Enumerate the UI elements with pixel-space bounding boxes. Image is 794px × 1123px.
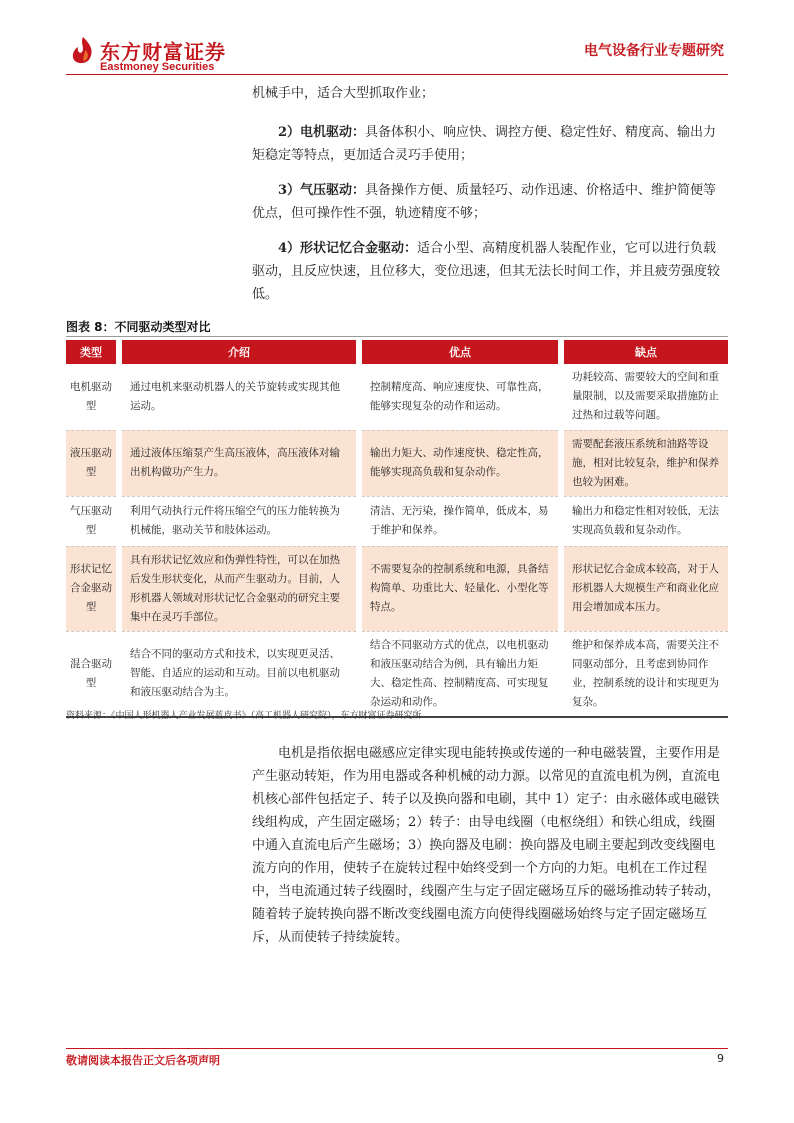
- table-row: [66, 496, 728, 546]
- logo-chinese-name: 东方财富证券: [100, 40, 226, 64]
- column-header: 优点: [362, 340, 558, 364]
- paragraph-body: 适合小型、高精度机器人装配作业，它可以进行负载驱动，且反应快速，且位移大，变位迅速，但其无法长时间工作，并且疲劳强度较低。: [252, 241, 721, 302]
- type-cell: 液压驱动型: [66, 430, 116, 496]
- cons-cell: 形状记忆合金成本较高，对于人形机器人大规模生产和商业化应用会增加成本压力。: [564, 546, 728, 631]
- table-row: [66, 631, 728, 717]
- paragraph-sma-drive: [252, 237, 726, 306]
- intro-cell: 通过液体压缩泵产生高压液体，高压液体对输出机构做功产生力。: [122, 430, 356, 496]
- pros-cell: 结合不同驱动方式的优点，以电机驱动和液压驱动结合为例，具有输出力矩大、稳定性高、控制精度高、可实现复杂运动和动作。: [362, 631, 558, 717]
- type-cell: 形状记忆合金驱动型: [66, 546, 116, 631]
- pros-cell: 清洁、无污染，操作简单，低成本，易于维护和保养。: [362, 496, 558, 546]
- pros-cell: 输出力矩大、动作速度快、稳定性高，能够实现高负载和复杂动作。: [362, 430, 558, 496]
- intro-cell: 结合不同的驱动方式和技术，以实现更灵活、智能、自适应的运动和互动。目前以电机驱动和液压驱动结合为主。: [122, 631, 356, 717]
- table-header-row: [66, 340, 728, 364]
- paragraph-motor-principle: 电机是指依据电磁感应定律实现电能转换或传递的一种电磁装置，主要作用是产生驱动转矩，作为用电器或各种机械的动力源。以常见的直流电机为例，直流电机核心部件包括定子、转子以及换向器和电刷，其中 1）定子：由永磁体或电磁铁线组构成，产生固定磁场；2）转子：由导电线圈（电枢绕组）和铁心组成，线圈中通入直流电后产生磁场；3）换向器及电刷：换向器及电刷主要起到改变线圈电流方向的作用，使转子在旋转过程中始终受到一个方向的力矩。电机在工作过程中，当电流通过转子线圈时，线圈产生与定子固定磁场互斥的磁场推动转子转动，随着转子旋转换向器不断改变线圈电流方向使得线圈磁场始终与定子固定磁场互斥，从而使转子持续旋转。: [252, 746, 721, 945]
- header-divider: [66, 74, 728, 75]
- pros-cell: 不需要复杂的控制系统和电源，具备结构简单、功重比大、轻量化、小型化等特点。: [362, 546, 558, 631]
- paragraph-motor-drive: [252, 121, 726, 167]
- paragraph-body: 具备体积小、响应快、调控方便、稳定性好、精度高、输出力矩稳定等特点，更加适合灵巧手使用；: [252, 125, 717, 163]
- type-cell: 电机驱动型: [66, 364, 116, 430]
- column-header: 类型: [66, 340, 116, 364]
- pros-cell: 控制精度高、响应速度快、可靠性高，能够实现复杂的动作和运动。: [362, 364, 558, 430]
- paragraph-heading: 3）气压驱动：: [278, 183, 366, 198]
- cons-cell: 需要配套液压系统和油路等设施，相对比较复杂，维护和保养也较为困难。: [564, 430, 728, 496]
- type-cell: 气压驱动型: [66, 496, 116, 546]
- intro-cell: 利用气动执行元件将压缩空气的压力能转换为机械能，驱动关节和肢体运动。: [122, 496, 356, 546]
- cons-cell: 输出力和稳定性相对较低，无法实现高负载和复杂动作。: [564, 496, 728, 546]
- drive-type-comparison-table: [66, 340, 728, 718]
- paragraph-pneumatic-drive: [252, 179, 726, 225]
- column-header: 介绍: [122, 340, 356, 364]
- table-row: [66, 430, 728, 496]
- flame-logo-icon: [70, 36, 96, 66]
- footer-disclaimer: 敬请阅读本报告正文后各项声明: [66, 1054, 220, 1067]
- intro-cell: 具有形状记忆效应和伪弹性特性，可以在加热后发生形状变化，从而产生驱动力。目前，人形机器人领域对形状记忆合金驱动的研究主要集中在灵巧手部位。: [122, 546, 356, 631]
- paragraph-continuation: 机械手中，适合大型抓取作业；: [252, 86, 435, 101]
- cons-cell: 功耗较高、需要较大的空间和重量限制，以及需要采取措施防止过热和过载等问题。: [564, 364, 728, 430]
- footer-divider: [66, 1048, 728, 1049]
- cons-cell: 维护和保养成本高，需要关注不同驱动部分，且考虑到协同作业，控制系统的设计和实现更为复杂。: [564, 631, 728, 717]
- paragraph-body: 具备操作方便、质量轻巧、动作迅速、价格适中、维护简便等优点，但可操作性不强，轨迹精度不够；: [252, 183, 717, 221]
- paragraph-heading: 4）形状记忆合金驱动：: [278, 241, 418, 256]
- logo-english-name: Eastmoney Securities: [100, 61, 215, 73]
- intro-cell: 通过电机来驱动机器人的关节旋转或实现其他运动。: [122, 364, 356, 430]
- figure-source-note: 资料来源：《中国人形机器人产业发展蓝皮书》（高工机器人研究院），东方财富证券研究所: [66, 711, 422, 721]
- brand-logo: [70, 36, 240, 76]
- figure-title: 图表 8：不同驱动类型对比: [66, 320, 211, 334]
- table-row: [66, 546, 728, 631]
- paragraph-heading: 2）电机驱动：: [278, 125, 366, 140]
- page-number: 9: [717, 1052, 724, 1065]
- table-row: [66, 364, 728, 430]
- figure-title-divider: [66, 336, 728, 337]
- type-cell: 混合驱动型: [66, 631, 116, 717]
- column-header: 缺点: [564, 340, 728, 364]
- report-category-title: 电气设备行业专题研究: [584, 43, 724, 59]
